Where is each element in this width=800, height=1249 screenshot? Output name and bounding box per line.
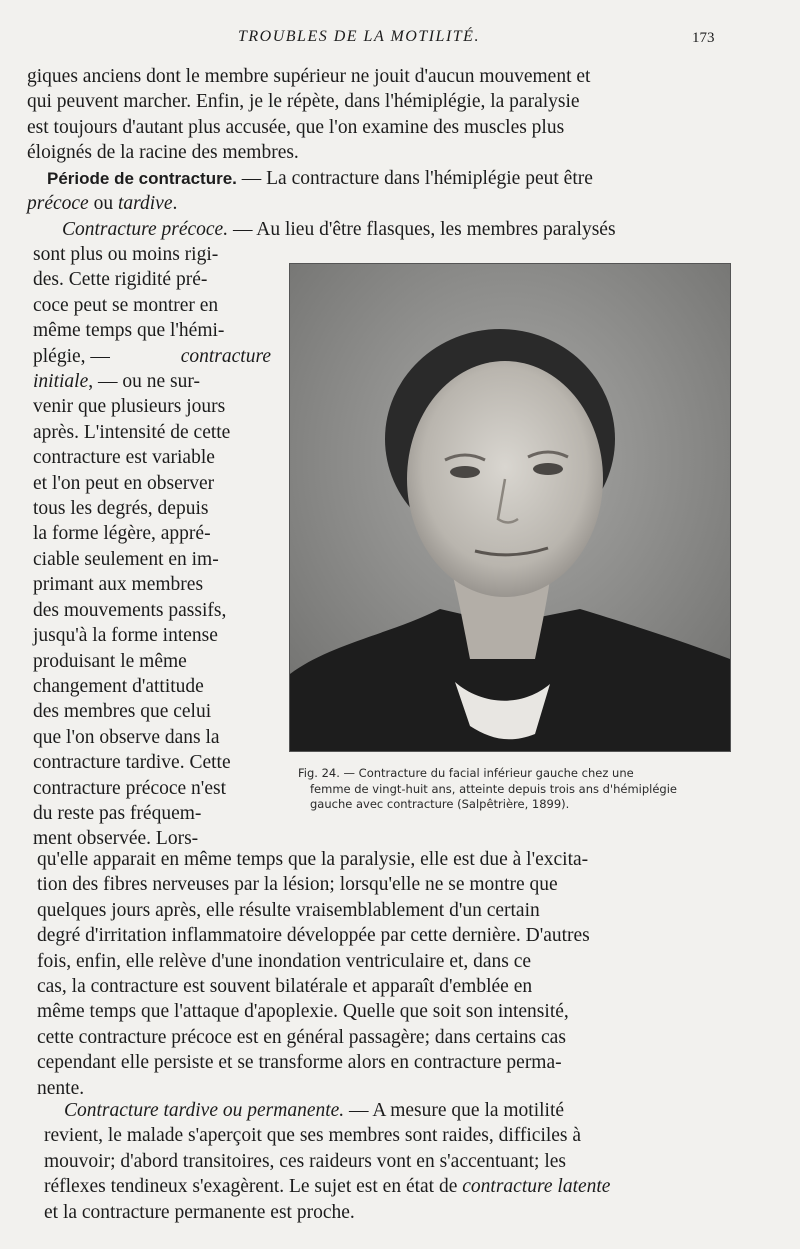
text-run: ou [88, 193, 118, 215]
portrait-illustration [290, 264, 730, 751]
text-line: du reste pas fréquem- [33, 802, 202, 824]
text-line: ment observée. Lors- [33, 828, 199, 850]
italic-term: initiale [33, 371, 89, 393]
text-line: qui peuvent marcher. Enfin, je le répète, dans l'hémiplégie, la paralysie [27, 91, 580, 113]
text-line: primant aux membres [33, 574, 204, 596]
narrow-column [33, 242, 271, 852]
text-line [33, 344, 271, 369]
text-line: ciable seulement en im- [33, 548, 219, 570]
text-line: et l'on peut en observer [33, 472, 215, 494]
text-line: contracture précoce n'est [33, 777, 226, 799]
text-line: nente. [37, 1077, 85, 1099]
text-line: degré d'irritation inflammatoire développée par cette dernière. D'autres [37, 925, 590, 947]
text-line: venir que plusieurs jours [33, 396, 226, 418]
text-run: . [172, 193, 178, 215]
text-line: mouvoir; d'abord transitoires, ces raideurs vont en s'accentuant; les [44, 1150, 566, 1172]
section-heading: Période de contracture. [47, 169, 237, 188]
text-line: la forme légère, appré- [33, 523, 211, 545]
text-line: après. L'intensité de cette [33, 421, 231, 443]
text-line: coce peut se montrer en [33, 294, 219, 316]
italic-term: précoce [27, 193, 89, 215]
text-line: contracture tardive. Cette [33, 752, 231, 774]
text-run: , — ou ne sur- [88, 371, 200, 393]
text-line: tous les degrés, depuis [33, 498, 209, 520]
text-line: tion des fibres nerveuses par la lésion; lorsqu'elle ne se montre que [37, 874, 558, 896]
text-line: que l'on observe dans la [33, 726, 220, 748]
paragraph-3-heading [27, 217, 721, 242]
text-line: giques anciens dont le membre supérieur ne jouit d'aucun mouvement et [27, 66, 591, 87]
text-line: même temps que l'hémi- [33, 320, 225, 342]
page-number: 173 [692, 30, 715, 46]
portrait-photo [289, 263, 731, 752]
text-line [44, 1098, 738, 1123]
text-line: produisant le même [33, 650, 187, 672]
paragraph-2 [27, 166, 721, 217]
paragraph-1 [27, 64, 721, 166]
text-line: quelques jours après, elle résulte vraisemblablement d'un certain [37, 899, 540, 921]
italic-term: tardive [117, 193, 173, 215]
text-line: revient, le malade s'aperçoit que ses membres sont raides, difficiles à [44, 1125, 582, 1147]
text-run: — La contracture dans l'hémiplégie peut être [236, 168, 593, 189]
text-line: des membres que celui [33, 701, 212, 723]
section-heading: Contracture tardive ou permanente. [64, 1100, 345, 1121]
text-line: des mouvements passifs, [33, 599, 227, 621]
section-heading: Contracture précoce. [62, 219, 229, 240]
paragraph-4 [44, 1098, 738, 1225]
italic-term: contracture [180, 345, 271, 367]
caption-line: femme de vingt-huit ans, atteinte depuis trois ans d'hémiplégie [310, 781, 677, 796]
text-line: jusqu'à la forme intense [33, 625, 218, 647]
text-line: et la contracture permanente est proche. [44, 1201, 355, 1223]
text-line: changement d'attitude [33, 675, 204, 697]
text-line: cette contracture précoce est en général passagère; dans certains cas [37, 1026, 566, 1048]
text-run: plégie, — [33, 345, 110, 367]
italic-term: contracture latente [462, 1176, 611, 1198]
text-line [33, 369, 271, 394]
text-run: — A mesure que la motilité [344, 1100, 565, 1121]
running-title: TROUBLES DE LA MOTILITÉ. [238, 28, 480, 45]
text-line: qu'elle apparait en même temps que la paralysie, elle est due à l'excita- [37, 849, 589, 870]
text-line [27, 166, 721, 191]
text-line: cependant elle persiste et se transforme alors en contracture perma- [37, 1052, 562, 1074]
text-line [27, 191, 721, 216]
text-line [27, 217, 721, 242]
text-run: — Au lieu d'être flasques, les membres paralysés [228, 219, 616, 240]
caption-line: Fig. 24. — Contracture du facial inférieur gauche chez une [298, 766, 634, 780]
text-line: fois, enfin, elle relève d'une inondation ventriculaire et, dans ce [37, 950, 532, 972]
text-line: est toujours d'autant plus accusée, que l'on examine des muscles plus [27, 116, 565, 138]
text-line: éloignés de la racine des membres. [27, 142, 299, 164]
text-line: même temps que l'attaque d'apoplexie. Quelle que soit son intensité, [37, 1001, 569, 1023]
running-head [0, 28, 800, 50]
caption-line: gauche avec contracture (Salpêtrière, 1899). [310, 797, 570, 811]
text-line: des. Cette rigidité pré- [33, 269, 208, 291]
text-line: contracture est variable [33, 447, 215, 469]
figure-caption [298, 766, 734, 813]
text-run: réflexes tendineux s'exagèrent. Le sujet est en état de [44, 1176, 463, 1198]
text-line: sont plus ou moins rigi- [33, 244, 219, 265]
text-line [44, 1174, 738, 1199]
text-line: cas, la contracture est souvent bilatérale et apparaît d'emblée en [37, 976, 533, 998]
paragraph-3-continued [37, 847, 731, 1101]
